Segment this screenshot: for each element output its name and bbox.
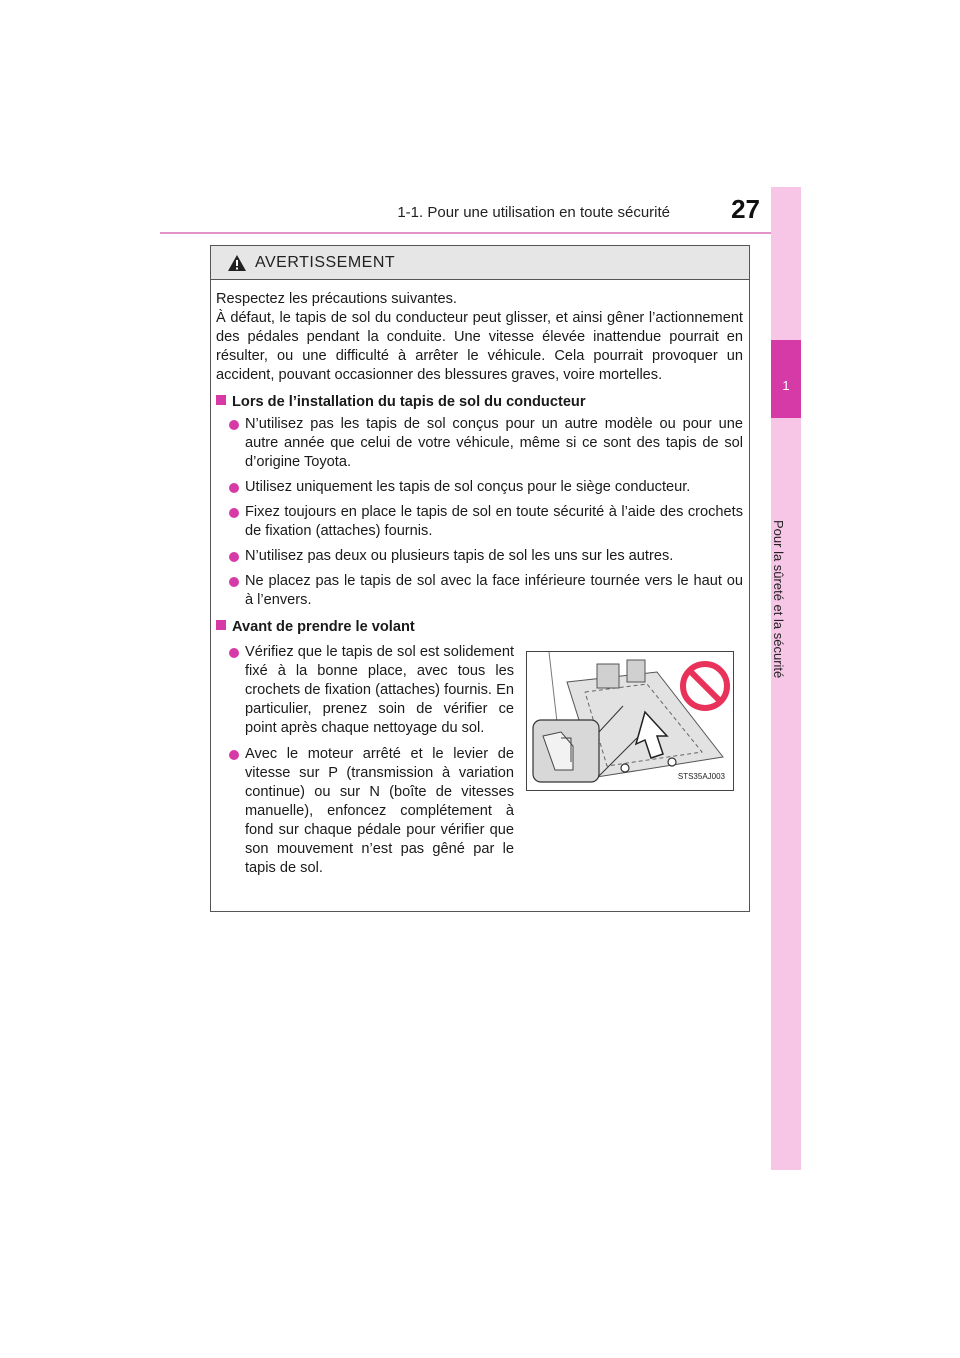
header-divider bbox=[160, 232, 800, 234]
before-driving-content bbox=[216, 643, 743, 885]
section-title: 1-1. Pour une utilisation en toute sécurité bbox=[397, 204, 670, 221]
warning-box bbox=[210, 245, 750, 912]
floor-mat-illustration bbox=[526, 651, 734, 791]
bullet-icon bbox=[229, 552, 239, 562]
chapter-label: Pour la sûreté et la sécurité bbox=[771, 520, 786, 679]
figure-code: STS35AJ003 bbox=[677, 772, 725, 781]
list-item-text: Avec le moteur arrêté et le levier de vitesse sur P (transmission à variation continue) ou sur N (boîte de vitesses manuelle), enfoncez complétement à fond sur chaque pédale pour vérifier que son mouvement n’est pas gêné par le tapis de sol. bbox=[245, 746, 514, 876]
intro-line: Respectez les précautions suivantes. bbox=[216, 291, 457, 307]
section-heading-text: Avant de prendre le volant bbox=[232, 619, 415, 635]
section-heading-installation bbox=[216, 393, 743, 412]
list-item-text: N’utilisez pas les tapis de sol conçus pour un autre modèle ou pour une autre année que celui de votre véhicule, même si ce sont des tapis de sol d’origine Toyota. bbox=[245, 416, 743, 470]
list-item bbox=[216, 547, 743, 566]
page-number: 27 bbox=[731, 194, 760, 224]
bullet-icon bbox=[229, 483, 239, 493]
list-item-text: Utilisez uniquement les tapis de sol conçus pour le siège conducteur. bbox=[245, 479, 691, 495]
section-heading-text: Lors de l’installation du tapis de sol du conducteur bbox=[232, 394, 586, 410]
list-item-text: Ne placez pas le tapis de sol avec la face inférieure tournée vers le haut ou à l’envers. bbox=[245, 573, 743, 608]
warning-title: AVERTISSEMENT bbox=[255, 253, 396, 271]
bullet-icon bbox=[229, 648, 239, 658]
list-item bbox=[216, 478, 743, 497]
list-item bbox=[216, 415, 743, 472]
square-bullet-icon bbox=[216, 395, 226, 405]
section-heading-before-driving bbox=[216, 618, 743, 637]
list-item-text: N’utilisez pas deux ou plusieurs tapis de sol les uns sur les autres. bbox=[245, 548, 674, 564]
bullet-icon bbox=[229, 577, 239, 587]
chapter-side-tab bbox=[771, 187, 801, 1170]
warning-body bbox=[211, 280, 749, 885]
chapter-number: 1 bbox=[782, 378, 790, 393]
bullet-icon bbox=[229, 508, 239, 518]
list-item bbox=[216, 572, 743, 610]
before-driving-list bbox=[216, 643, 514, 885]
list-item-text: Fixez toujours en place le tapis de sol en toute sécurité à l’aide des crochets de fixation (attaches) fournis. bbox=[245, 504, 743, 539]
warning-header bbox=[211, 246, 749, 280]
bullet-icon bbox=[229, 750, 239, 760]
list-item bbox=[216, 503, 743, 541]
square-bullet-icon bbox=[216, 620, 226, 630]
list-item bbox=[216, 745, 514, 878]
warning-triangle-icon bbox=[227, 254, 247, 272]
bullet-icon bbox=[229, 420, 239, 430]
list-item bbox=[216, 643, 514, 738]
intro-paragraph: À défaut, le tapis de sol du conducteur peut glisser, et ainsi gêner l’actionnement des pédales pendant la conduite. Une vitesse élevée inattendue pourrait en résulter, ou une difficulté à arrêter le véhicule. Cela pourrait provoquer un accident, pouvant occasionner des blessures graves, voire mortelles. bbox=[216, 310, 743, 383]
list-item-text: Vérifiez que le tapis de sol est solidement fixé à la bonne place, avec tous les crochets de fixation (attaches) fournis. En particulier, prenez soin de vérifier ce point après chaque nettoyage du sol. bbox=[245, 644, 514, 736]
warning-intro bbox=[216, 290, 743, 385]
